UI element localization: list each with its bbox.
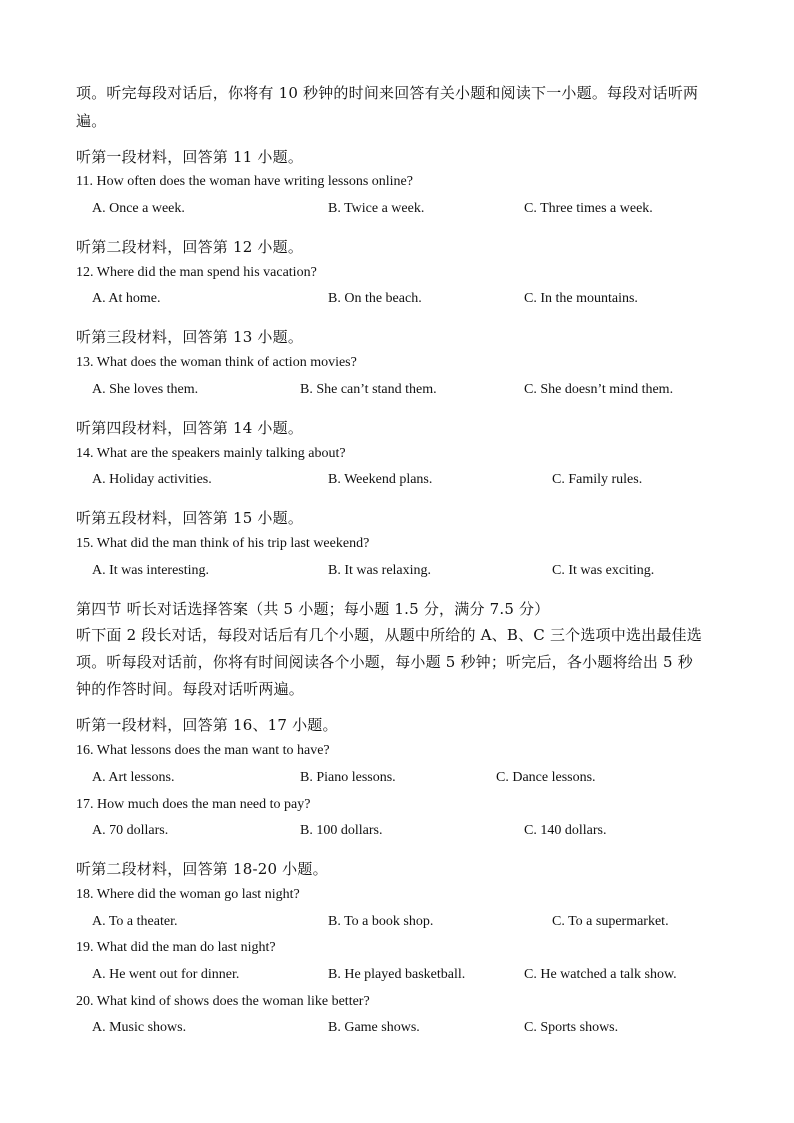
question-text: 12. Where did the man spend his vacation? <box>76 265 317 280</box>
option-c: C. Sports shows. <box>524 1020 619 1035</box>
option-c: C. 140 dollars. <box>524 823 607 838</box>
option-a: A. To a theater. <box>92 914 178 929</box>
option-c: C. Family rules. <box>552 472 643 487</box>
option-a: A. Holiday activities. <box>92 472 212 487</box>
material-heading: 听第一段材料，回答第 16、17 小题。 <box>76 716 338 734</box>
option-b: B. To a book shop. <box>328 914 434 929</box>
question-text: 13. What does the woman think of action movies? <box>76 355 357 370</box>
option-c: C. It was exciting. <box>552 563 655 578</box>
option-a: A. It was interesting. <box>92 563 210 578</box>
option-a: A. Music shows. <box>92 1020 187 1035</box>
option-b: B. 100 dollars. <box>300 823 383 838</box>
instruction-line-3: 钟的作答时间。每段对话听两遍。 <box>76 680 305 698</box>
option-a: A. Once a week. <box>92 201 185 216</box>
question-text: 16. What lessons does the man want to have? <box>76 743 330 758</box>
option-b: B. Piano lessons. <box>300 770 396 785</box>
option-a: A. 70 dollars. <box>92 823 169 838</box>
option-c: C. To a supermarket. <box>552 914 669 929</box>
question-text: 20. What kind of shows does the woman like better? <box>76 994 370 1009</box>
material-heading: 听第二段材料，回答第 18-20 小题。 <box>76 860 328 878</box>
intro-line-1: 项。听完每段对话后，你将有 10 秒钟的时间来回答有关小题和阅读下一小题。每段对话听两 <box>76 84 699 102</box>
option-c: C. Dance lessons. <box>496 770 596 785</box>
section-heading: 第四节 听长对话选择答案（共 5 小题；每小题 1.5 分，满分 7.5 分） <box>76 600 550 618</box>
option-c: C. Three times a week. <box>524 201 653 216</box>
option-b: B. On the beach. <box>328 291 422 306</box>
option-c: C. In the mountains. <box>524 291 638 306</box>
material-heading: 听第五段材料，回答第 15 小题。 <box>76 509 304 527</box>
question-text: 19. What did the man do last night? <box>76 940 276 955</box>
option-a: A. Art lessons. <box>92 770 175 785</box>
question-text: 14. What are the speakers mainly talking about? <box>76 446 346 461</box>
material-heading: 听第一段材料，回答第 11 小题。 <box>76 148 304 166</box>
option-b: B. It was relaxing. <box>328 563 432 578</box>
instruction-line-1: 听下面 2 段长对话，每段对话后有几个小题，从题中所给的 A、B、C 三个选项中选出最佳选 <box>76 626 702 644</box>
option-a: A. At home. <box>92 291 161 306</box>
option-b: B. He played basketball. <box>328 967 466 982</box>
option-a: A. He went out for dinner. <box>92 967 240 982</box>
material-heading: 听第二段材料，回答第 12 小题。 <box>76 238 304 256</box>
instruction-line-2: 项。听每段对话前，你将有时间阅读各个小题，每小题 5 秒钟；听完后，各小题将给出 5 秒 <box>76 653 693 671</box>
option-c: C. He watched a talk show. <box>524 967 677 982</box>
option-c: C. She doesn’t mind them. <box>524 382 674 397</box>
intro-line-2: 遍。 <box>76 112 107 130</box>
material-heading: 听第三段材料，回答第 13 小题。 <box>76 328 304 346</box>
question-text: 11. How often does the woman have writing lessons online? <box>76 174 413 189</box>
option-b: B. Weekend plans. <box>328 472 433 487</box>
option-b: B. Twice a week. <box>328 201 425 216</box>
material-heading: 听第四段材料，回答第 14 小题。 <box>76 419 304 437</box>
option-a: A. She loves them. <box>92 382 199 397</box>
option-b: B. Game shows. <box>328 1020 420 1035</box>
question-text: 18. Where did the woman go last night? <box>76 887 300 902</box>
option-b: B. She can’t stand them. <box>300 382 437 397</box>
question-text: 15. What did the man think of his trip last weekend? <box>76 536 370 551</box>
question-text: 17. How much does the man need to pay? <box>76 797 311 812</box>
